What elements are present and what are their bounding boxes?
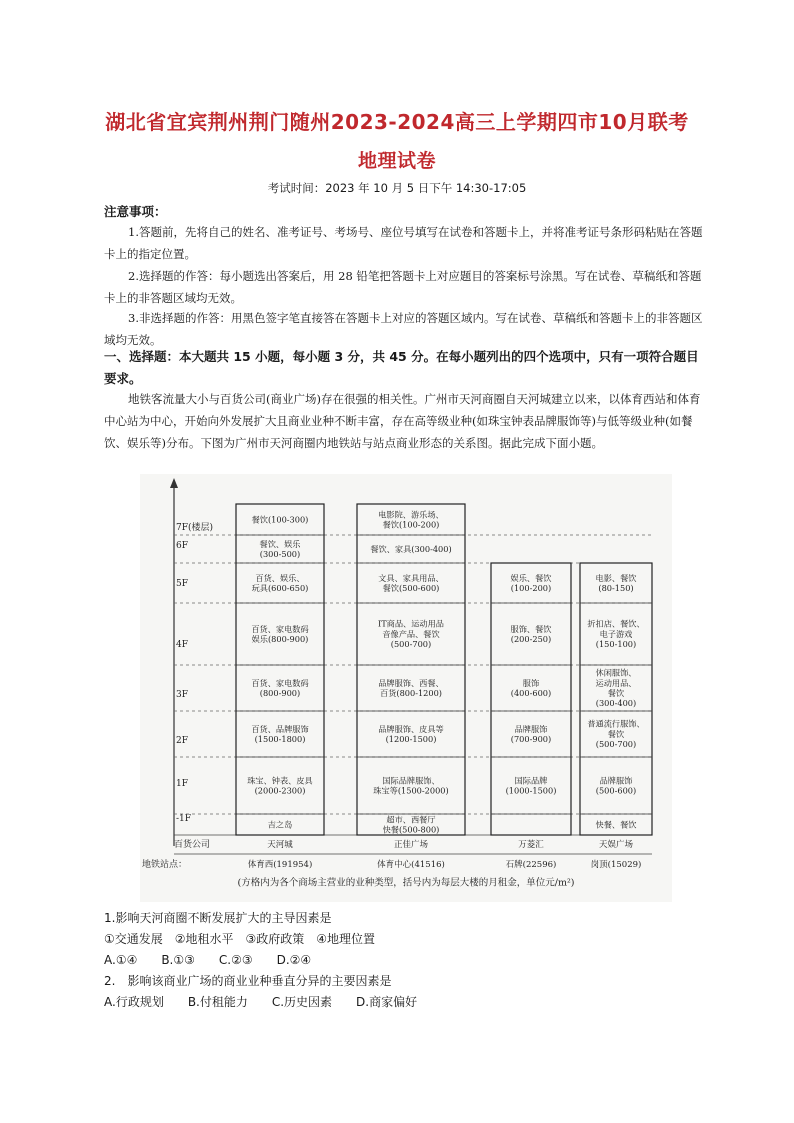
store-cell-text: 折扣店、餐饮、电子游戏(150-100) bbox=[587, 618, 645, 650]
mall-floor-chart bbox=[140, 474, 672, 902]
exam-title: 湖北省宜宾荆州荆门随州2023-2024高三上学期四市10月联考 bbox=[105, 110, 689, 134]
store-cell-text: 国际品牌(1000-1500) bbox=[505, 775, 557, 796]
store-cell-text: 服饰、餐饮(200-250) bbox=[510, 623, 552, 644]
store-cell-text: 休闲服饰、运动用品、餐饮(300-400) bbox=[595, 667, 637, 709]
station-name: 石牌(22596) bbox=[505, 859, 557, 870]
station-name: 岗顶(15029) bbox=[590, 859, 642, 870]
station-name: 体育西(191954) bbox=[247, 859, 313, 870]
floor-label: 6F bbox=[176, 541, 188, 552]
floor-label: 3F bbox=[176, 690, 188, 701]
section-heading: 一、选择题：本大题共 15 小题，每小题 3 分，共 45 分。在每小题列出的四个选项中，只有一项符合题目要求。 bbox=[104, 349, 699, 386]
y-axis-arrow bbox=[170, 478, 178, 488]
chart-caption: (方格内为各个商场主营业的业种类型，括号内为每层大楼的月租金，单位元/m²) bbox=[237, 877, 575, 889]
store-name: 天娱广场 bbox=[598, 839, 634, 850]
exam-time: 考试时间：2023 年 10 月 5 日下午 14:30-17:05 bbox=[267, 181, 527, 195]
floor-label: -1F bbox=[176, 814, 192, 825]
store-cell-text: 品牌服饰、西餐、百货(800-1200) bbox=[378, 677, 444, 698]
floor-label: 4F bbox=[176, 640, 188, 651]
chart-svg bbox=[140, 474, 672, 902]
q1-options: A.①④ B.①③ C.②③ D.②④ bbox=[104, 953, 312, 967]
store-cell-text: 百货、品牌服饰(1500-1800) bbox=[251, 723, 309, 744]
store-cell-text: 文具、家具用品、餐饮(500-600) bbox=[378, 572, 444, 593]
store-cell-text: 品牌服饰(500-600) bbox=[595, 775, 637, 796]
q1-items: ①交通发展 ②地租水平 ③政府政策 ④地理位置 bbox=[104, 932, 376, 946]
q2-stem: 2. 影响该商业广场的商业业种垂直分异的主要因素是 bbox=[104, 974, 392, 988]
store-cell-text: 品牌服饰、皮具等(1200-1500) bbox=[378, 723, 444, 744]
store-cell-text: 吉之岛 bbox=[267, 819, 293, 830]
notice-item-2: 2.选择题的作答：每小题选出答案后，用 28 铅笔把答题卡上对应题目的答案标号涂黑。写在试卷、草稿纸和答题卡上的非答题区域均无效。 bbox=[104, 269, 702, 305]
store-cell-text: 快餐、餐饮 bbox=[595, 819, 637, 830]
store-name: 天河城 bbox=[267, 839, 293, 850]
station-row-label: 地铁站点： bbox=[142, 860, 188, 871]
store-cell-text: 品牌服饰(700-900) bbox=[510, 723, 552, 744]
q1-stem: 1.影响天河商圈不断发展扩大的主导因素是 bbox=[104, 911, 332, 925]
store-cell-text: 电影院、游乐场、餐饮(100-200) bbox=[378, 509, 444, 530]
floor-label: 5F bbox=[176, 579, 188, 590]
store-cell-text: 电影、餐饮(80-150) bbox=[595, 572, 637, 593]
store-cell-text: 超市、西餐厅快餐(500-800) bbox=[382, 814, 440, 835]
store-cell-text: 百货、娱乐、玩具(600-650) bbox=[251, 572, 309, 593]
store-cell-text: 百货、家电数码娱乐(800-900) bbox=[251, 623, 309, 644]
company-row-label: 百货公司 bbox=[174, 840, 211, 851]
store-cell-text: 娱乐、餐饮(100-200) bbox=[510, 572, 552, 593]
floor-label: 2F bbox=[176, 736, 188, 747]
floor-label: 1F bbox=[176, 779, 188, 790]
floor-label: 7F(楼层) bbox=[176, 523, 213, 534]
store-cell-text: 服饰(400-600) bbox=[510, 677, 552, 698]
intro-paragraph: 地铁客流量大小与百货公司(商业广场)存在很强的相关性。广州市天河商圈自天河城建立以来，以体育西站和体育中心站为中心，开始向外发展扩大且商业业种不断丰富，存在高等级业种(如珠宝钟表品牌服饰等)与低等级业种(如餐饮、娱乐等)分布。下图为广州市天河商圈内地铁站与站点商业形态的关系图。据此完成下面小题。 bbox=[104, 392, 701, 450]
store-cell-text: 普通流行服饰、餐饮(500-700) bbox=[587, 718, 645, 750]
station-name: 体育中心(41516) bbox=[377, 859, 445, 870]
notice-heading: 注意事项： bbox=[104, 204, 167, 219]
store-cell-text: 珠宝、钟表、皮具(2000-2300) bbox=[247, 775, 313, 796]
q2-options: A.行政规划 B.付租能力 C.历史因素 D.商家偏好 bbox=[104, 995, 418, 1009]
store-cell-text: 餐饮、娱乐(300-500) bbox=[259, 538, 301, 559]
store-cell-text: 餐饮、家具(300-400) bbox=[370, 543, 452, 554]
store-cell-text: 餐饮(100-300) bbox=[251, 514, 309, 525]
store-cell-text: IT商品、运动用品音像产品、餐饮(500-700) bbox=[377, 618, 445, 650]
store-name: 正佳广场 bbox=[393, 839, 429, 850]
notice-item-1: 1.答题前，先将自己的姓名、准考证号、考场号、座位号填写在试卷和答题卡上，并将准考证号条形码粘贴在答题卡上的指定位置。 bbox=[104, 225, 703, 261]
notice-item-3: 3.非选择题的作答：用黑色签字笔直接答在答题卡上对应的答题区域内。写在试卷、草稿纸和答题卡上的非答题区域均无效。 bbox=[104, 311, 703, 347]
store-cell-text: 国际品牌服饰、珠宝等(1500-2000) bbox=[373, 775, 449, 796]
subject-title: 地理试卷 bbox=[357, 150, 436, 172]
store-cell-text: 百货、家电数码(800-900) bbox=[251, 677, 309, 698]
store-name: 万菱汇 bbox=[518, 839, 544, 850]
